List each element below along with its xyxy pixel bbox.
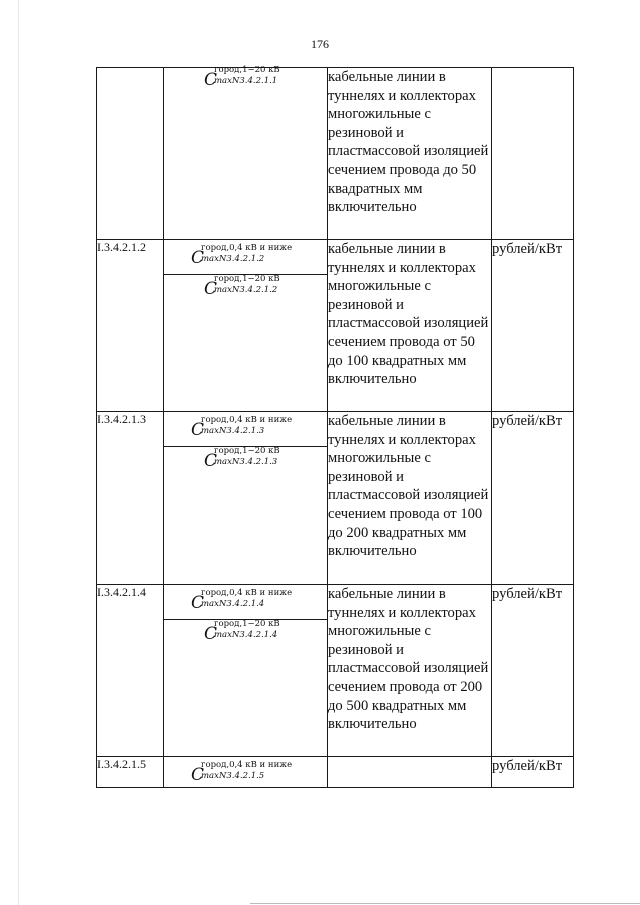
formula-subscript: maxN3.4.2.1.5 [201,771,265,781]
table-row [97,585,574,757]
formula-superscript: город,1−20 кВ [214,65,280,75]
formula-symbol: C [204,279,218,299]
formula-symbol: C [204,451,218,471]
row-unit [492,68,574,240]
formula-cell [164,585,328,757]
formula-superscript: город,1−20 кВ [214,619,280,629]
formula-subscript: maxN3.4.2.1.4 [201,599,265,609]
formula-subscript: maxN3.4.2.1.4 [214,630,278,640]
row-code: I.3.4.2.1.4 [97,585,164,757]
formula-subscript: maxN3.4.2.1.1 [214,76,278,86]
row-description: кабельные линии в туннелях и коллекторах многожильные с резиновой и пластмассовой изоляцией сечением провода до 50 квадратных мм включительно [328,68,492,240]
formula-superscript: город,1−20 кВ [214,274,280,284]
formula-superscript: город,1−20 кВ [214,446,280,456]
formula-block [164,275,327,309]
table-row [97,68,574,240]
row-code [97,68,164,240]
formula-block [164,412,327,447]
formula-subscript: maxN3.4.2.1.2 [201,254,265,264]
formula-symbol: C [191,420,205,440]
row-description: кабельные линии в туннелях и коллекторах многожильные с резиновой и пластмассовой изоляцией сечением провода от 50 до 100 квадратных мм включительно [328,240,492,412]
formula-block [164,620,327,654]
formula-cell [164,65,328,240]
formula-symbol: C [191,248,205,268]
formula-subscript: maxN3.4.2.1.2 [214,285,278,295]
formula-superscript: город,0,4 кВ и ниже [201,415,293,425]
formula-subscript: maxN3.4.2.1.3 [201,426,265,436]
table-row [97,412,574,585]
formula-cell [164,240,328,412]
formula-subscript: maxN3.4.2.1.3 [214,457,278,467]
page-number: 176 [311,37,329,51]
formula-symbol: C [191,593,205,613]
row-unit: рублей/кВт [492,240,574,412]
formula-block [164,757,327,787]
formula-symbol: C [204,70,218,90]
formula-symbol: C [191,765,205,785]
table-row [97,757,574,788]
formula-superscript: город,0,4 кВ и ниже [201,760,293,770]
row-description: кабельные линии в туннелях и коллекторах многожильные с резиновой и пластмассовой изоляцией сечением провода от 200 до 500 квадратных мм включительно [328,585,492,757]
scan-edge-bottom [250,903,640,904]
row-code: I.3.4.2.1.2 [97,240,164,412]
formula-block [164,240,327,275]
tariff-table [96,67,574,788]
formula-block [164,585,327,620]
table-row [97,240,574,412]
row-description [328,757,492,788]
formula-superscript: город,0,4 кВ и ниже [201,243,293,253]
formula-cell [164,757,328,788]
row-code: I.3.4.2.1.5 [97,757,164,788]
row-description: кабельные линии в туннелях и коллекторах многожильные с резиновой и пластмассовой изоляцией сечением провода от 100 до 200 квадратных мм включительно [328,412,492,585]
formula-block [164,447,327,481]
formula-symbol: C [204,624,218,644]
row-code: I.3.4.2.1.3 [97,412,164,585]
row-unit: рублей/кВт [492,757,574,788]
formula-superscript: город,0,4 кВ и ниже [201,588,293,598]
formula-cell [164,412,328,585]
row-unit: рублей/кВт [492,585,574,757]
formula-block [164,65,327,102]
row-unit: рублей/кВт [492,412,574,585]
scan-edge-left [18,0,19,905]
